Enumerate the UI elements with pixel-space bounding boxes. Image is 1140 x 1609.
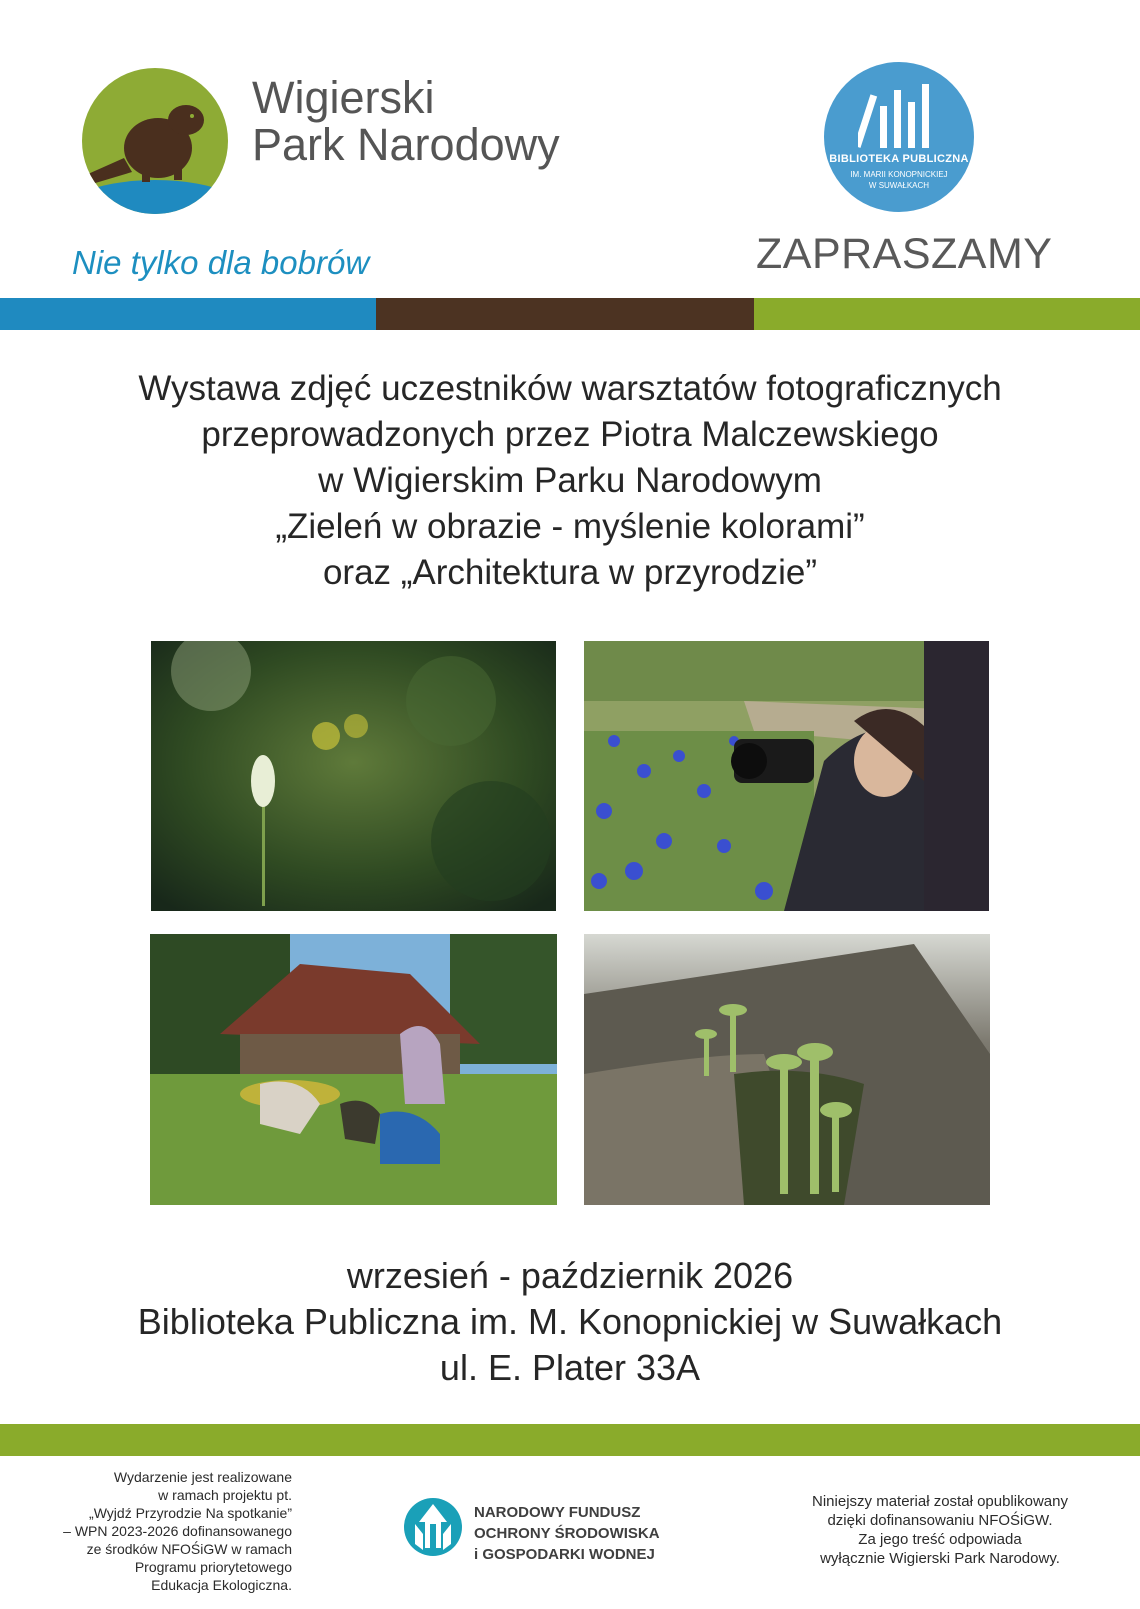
nfosigw-logo-icon	[403, 1494, 463, 1560]
project-note-line: Edukacja Ekologiczna.	[151, 1577, 292, 1593]
event-dates: wrzesień - październik 2026	[346, 1255, 794, 1296]
event-address: ul. E. Plater 33A	[439, 1347, 701, 1388]
invite-heading: ZAPRASZAMY	[756, 230, 1053, 278]
event-info	[0, 1253, 1140, 1391]
project-note-line: w ramach projektu pt.	[158, 1487, 292, 1503]
nfosigw-name	[474, 1502, 660, 1565]
photographer-cornflowers-photo	[584, 641, 989, 911]
park-name-line2: Park Narodowy	[252, 119, 560, 170]
slogan: Nie tylko dla bobrów	[72, 244, 370, 281]
event-venue: Biblioteka Publiczna im. M. Konopnickiej w Suwałkach	[137, 1301, 1003, 1342]
disclaimer-line: Za jego treść odpowiada	[858, 1531, 1022, 1548]
exhibition-headline	[0, 366, 1140, 596]
fund-name-line: NARODOWY FUNDUSZ	[474, 1504, 641, 1521]
project-note-line: – WPN 2023-2026 dofinansowanego	[63, 1523, 292, 1539]
disclaimer	[780, 1492, 1100, 1568]
project-note-line: Wydarzenie jest realizowane	[113, 1469, 292, 1485]
park-beaver-logo	[82, 68, 228, 214]
headline-line: Wystawa zdjęć uczestników warsztatów fotograficznych	[138, 369, 1002, 408]
disclaimer-line: Niniejszy materiał został opublikowany	[812, 1493, 1068, 1510]
library-logo-text-1: BIBLIOTEKA PUBLICZNA	[829, 153, 969, 165]
library-logo-text-2: IM. MARII KONOPNICKIEJ	[850, 170, 948, 179]
headline-line: przeprowadzonych przez Piotra Malczewskiego	[201, 415, 939, 454]
fund-name-line: i GOSPODARKI WODNEJ	[474, 1546, 655, 1563]
stripe-green	[754, 298, 1140, 330]
lichen-cups-photo	[584, 934, 990, 1205]
project-note	[63, 1468, 292, 1594]
stripe-blue	[0, 298, 376, 330]
headline-line: „Zieleń w obrazie - myślenie kolorami”	[275, 507, 865, 546]
project-note-line: ze środków NFOŚiGW w ramach	[86, 1541, 292, 1557]
park-name	[252, 74, 560, 168]
library-logo	[824, 62, 974, 212]
headline-line: oraz „Architektura w przyrodzie”	[322, 553, 818, 592]
library-books-icon	[858, 80, 940, 150]
library-logo-text-3: W SUWAŁKACH	[868, 181, 930, 190]
project-note-line: Programu priorytetowego	[134, 1559, 292, 1575]
wooden-house-workshop-photo	[150, 934, 557, 1205]
disclaimer-line: dzięki dofinansowaniu NFOŚiGW.	[827, 1512, 1053, 1529]
stripe-brown	[376, 298, 754, 330]
orchid-flower-photo	[151, 641, 556, 911]
disclaimer-line: wyłącznie Wigierski Park Narodowy.	[820, 1550, 1060, 1567]
fund-name-line: OCHRONY ŚRODOWISKA	[474, 1525, 660, 1542]
footer-stripe	[0, 1424, 1140, 1456]
project-note-line: „Wyjdź Przyrodzie Na spotkanie”	[89, 1505, 292, 1521]
headline-line: w Wigierskim Parku Narodowym	[318, 461, 822, 500]
park-name-line1: Wigierski	[252, 72, 435, 123]
